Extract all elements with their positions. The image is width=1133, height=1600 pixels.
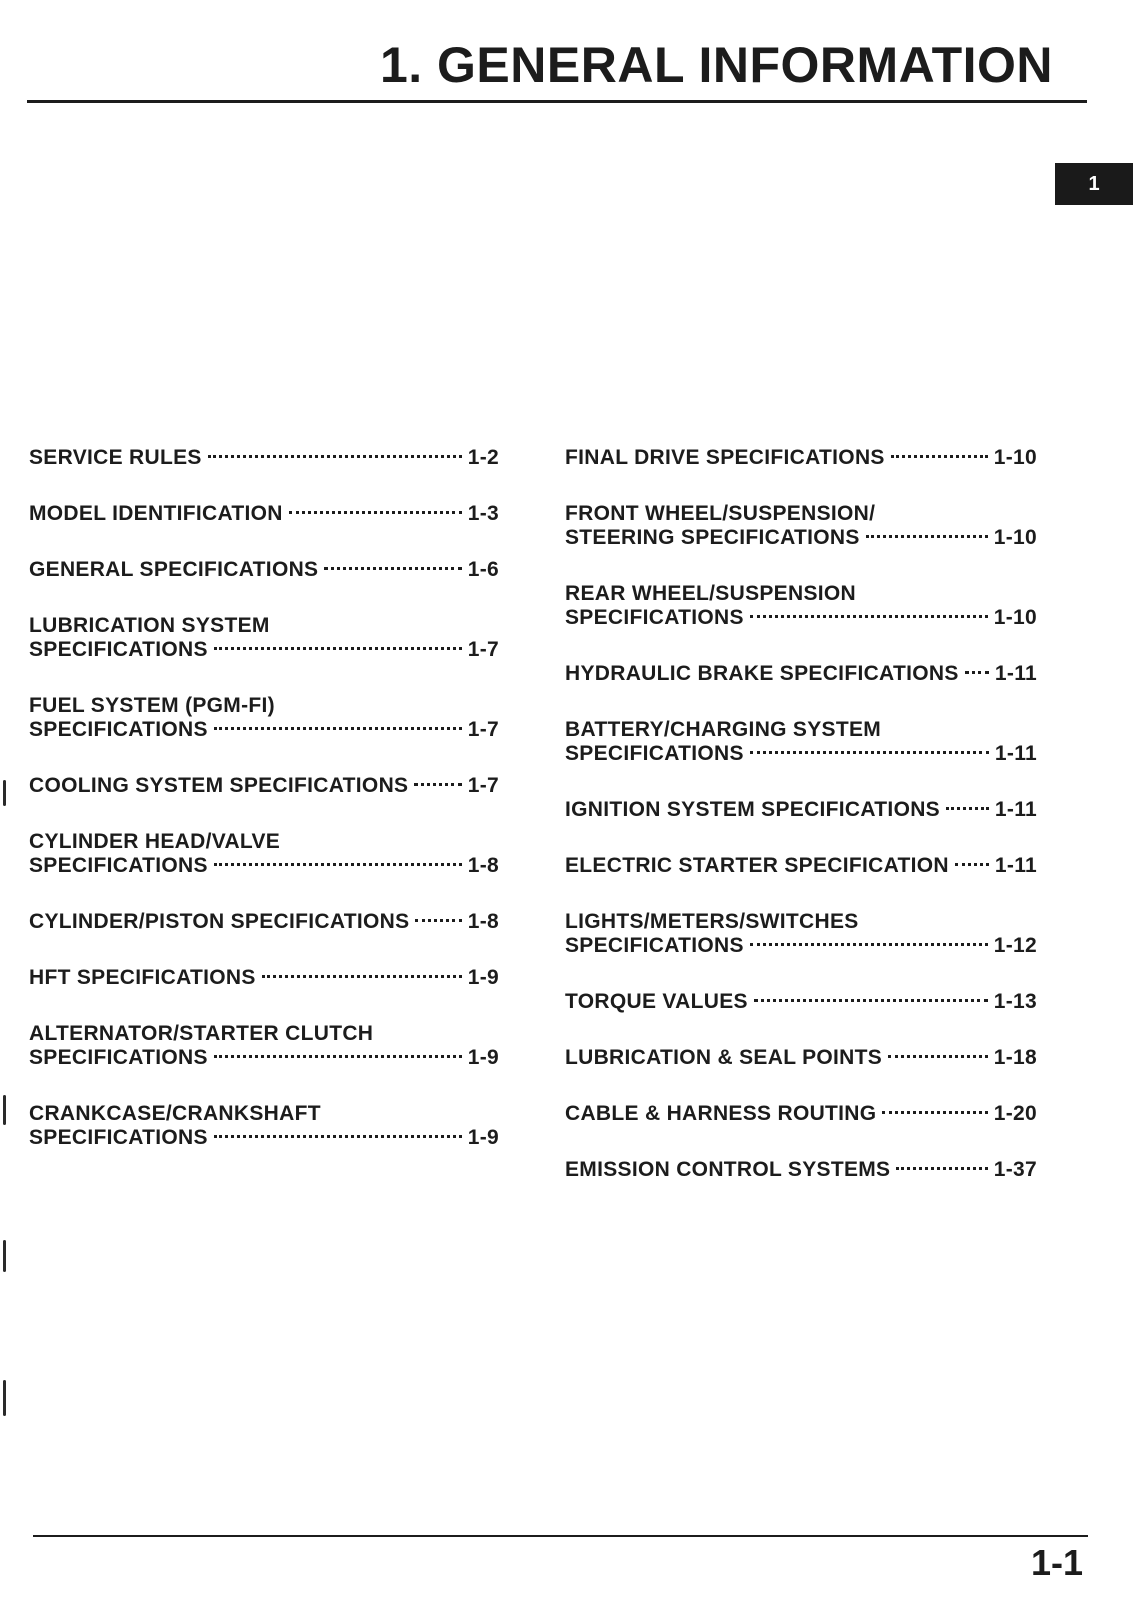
toc-entry-page: 1-37 [993, 1158, 1037, 1181]
toc-left-column [29, 446, 499, 1182]
toc-entry-title: ALTERNATOR/STARTER CLUTCH [29, 1022, 374, 1045]
toc-entry-title: FINAL DRIVE SPECIFICATIONS [565, 446, 885, 469]
toc-leader-dots [214, 727, 462, 730]
toc-entry-line [29, 502, 499, 526]
toc-entry [29, 614, 499, 662]
toc-entry-title: LIGHTS/METERS/SWITCHES [565, 910, 859, 933]
toc-entry-title: CRANKCASE/CRANKSHAFT [29, 1102, 321, 1125]
toc-entry-page: 1-11 [994, 662, 1037, 685]
toc-entry-line [29, 966, 499, 990]
toc-entry-title: CABLE & HARNESS ROUTING [565, 1102, 877, 1125]
toc-entry [565, 854, 1037, 878]
toc-leader-dots [750, 943, 988, 946]
toc-entry-line [565, 854, 1037, 878]
toc-entry-line [29, 1126, 499, 1150]
toc-entry-title: LUBRICATION SYSTEM [29, 614, 270, 637]
toc-entry-title: EMISSION CONTROL SYSTEMS [565, 1158, 891, 1181]
toc-entry-line [565, 502, 1037, 526]
toc-entry-title: TORQUE VALUES [565, 990, 748, 1013]
toc-entry-title: FRONT WHEEL/SUSPENSION/ [565, 502, 876, 525]
toc-leader-dots [262, 975, 462, 978]
toc-entry-line [29, 1046, 499, 1070]
page-title: 1. GENERAL INFORMATION [379, 37, 1053, 93]
toc-right-column [565, 446, 1037, 1214]
toc-entry-line [565, 798, 1037, 822]
toc-entry-line [565, 934, 1037, 958]
toc-entry [565, 662, 1037, 686]
toc-entry-page: 1-11 [994, 854, 1037, 877]
toc-entry-title: REAR WHEEL/SUSPENSION [565, 582, 856, 605]
toc-entry-line [565, 742, 1037, 766]
toc-entry-title: MODEL IDENTIFICATION [29, 502, 283, 525]
toc-leader-dots [214, 1135, 462, 1138]
toc-entry-line [29, 638, 499, 662]
toc-entry-title: SPECIFICATIONS [29, 638, 208, 661]
toc-entry-title: SERVICE RULES [29, 446, 202, 469]
header-rule [27, 100, 1087, 103]
toc-entry-page: 1-18 [993, 1046, 1037, 1069]
page-number: 1-1 [1030, 1542, 1083, 1583]
toc-leader-dots [754, 999, 988, 1002]
toc-leader-dots [891, 455, 988, 458]
toc-entry [29, 830, 499, 878]
toc-leader-dots [750, 615, 988, 618]
toc-entry-line [29, 854, 499, 878]
toc-entry-title: HYDRAULIC BRAKE SPECIFICATIONS [565, 662, 959, 685]
toc-entry-page: 1-7 [467, 774, 499, 797]
toc-entry-page: 1-7 [467, 638, 499, 661]
toc-entry-title: SPECIFICATIONS [29, 854, 208, 877]
toc-entry-title: GENERAL SPECIFICATIONS [29, 558, 319, 581]
toc-entry-page: 1-13 [993, 990, 1037, 1013]
toc-entry [29, 446, 499, 470]
toc-entry-title: ELECTRIC STARTER SPECIFICATION [565, 854, 949, 877]
toc-entry-line [565, 1158, 1037, 1182]
toc-leader-dots [324, 567, 461, 570]
margin-mark [3, 1380, 6, 1416]
toc-entry-line [565, 1046, 1037, 1070]
toc-entry [29, 774, 499, 798]
toc-entry-page: 1-8 [467, 854, 499, 877]
toc-entry-title: CYLINDER/PISTON SPECIFICATIONS [29, 910, 410, 933]
toc-leader-dots [882, 1111, 987, 1114]
toc-entry-title: IGNITION SYSTEM SPECIFICATIONS [565, 798, 940, 821]
toc-entry-title: SPECIFICATIONS [29, 718, 208, 741]
toc-entry-title: COOLING SYSTEM SPECIFICATIONS [29, 774, 409, 797]
toc-entry-line [29, 910, 499, 934]
toc-entry-title: LUBRICATION & SEAL POINTS [565, 1046, 883, 1069]
toc-entry-title: STEERING SPECIFICATIONS [565, 526, 860, 549]
toc-leader-dots [214, 647, 462, 650]
toc-entry [565, 910, 1037, 958]
toc-leader-dots [289, 511, 462, 514]
toc-entry-line [565, 910, 1037, 934]
toc-entry [29, 558, 499, 582]
toc-leader-dots [946, 807, 989, 810]
toc-entry-page: 1-10 [993, 446, 1037, 469]
margin-mark [3, 1095, 6, 1125]
toc-entry-line [29, 1102, 499, 1126]
toc-entry-page: 1-10 [993, 606, 1037, 629]
toc-entry [565, 582, 1037, 630]
toc-leader-dots [750, 751, 989, 754]
toc-entry-line [565, 718, 1037, 742]
toc-entry [565, 1158, 1037, 1182]
toc-entry [565, 502, 1037, 550]
toc-entry-title: BATTERY/CHARGING SYSTEM [565, 718, 882, 741]
toc-entry-line [29, 446, 499, 470]
toc-entry [29, 1102, 499, 1150]
toc-leader-dots [955, 863, 989, 866]
toc-entry [29, 910, 499, 934]
toc-leader-dots [214, 1055, 462, 1058]
toc-entry [29, 502, 499, 526]
toc-entry-page: 1-3 [467, 502, 499, 525]
toc-leader-dots [896, 1167, 987, 1170]
toc-entry-line [29, 614, 499, 638]
toc-entry-page: 1-20 [993, 1102, 1037, 1125]
toc-entry-line [565, 662, 1037, 686]
toc-leader-dots [208, 455, 462, 458]
toc-entry-line [29, 694, 499, 718]
toc-entry-page: 1-8 [467, 910, 499, 933]
toc-entry-page: 1-9 [467, 1046, 499, 1069]
footer-rule [33, 1535, 1088, 1537]
toc-entry [29, 966, 499, 990]
toc-entry-page: 1-12 [993, 934, 1037, 957]
toc-entry-title: SPECIFICATIONS [565, 742, 744, 765]
margin-mark [3, 780, 6, 806]
toc-entry-title: SPECIFICATIONS [565, 934, 744, 957]
toc-entry-line [29, 558, 499, 582]
toc-leader-dots [866, 535, 988, 538]
section-tab: 1 [1055, 163, 1133, 205]
toc-leader-dots [415, 919, 461, 922]
toc-entry [565, 990, 1037, 1014]
toc-entry-title: SPECIFICATIONS [29, 1046, 208, 1069]
toc-entry-page: 1-9 [467, 1126, 499, 1149]
toc-leader-dots [888, 1055, 988, 1058]
toc-leader-dots [414, 783, 461, 786]
toc-leader-dots [965, 671, 989, 674]
toc-entry [29, 1022, 499, 1070]
toc-entry-line [565, 990, 1037, 1014]
toc-entry-line [565, 1102, 1037, 1126]
toc-entry [565, 1102, 1037, 1126]
toc-entry-line [565, 606, 1037, 630]
toc-entry-page: 1-11 [994, 798, 1037, 821]
toc-entry-line [565, 526, 1037, 550]
toc-entry-title: SPECIFICATIONS [29, 1126, 208, 1149]
toc-entry-line [29, 718, 499, 742]
toc-entry [565, 1046, 1037, 1070]
toc-entry-line [29, 774, 499, 798]
margin-mark [3, 1240, 6, 1272]
toc-entry [565, 798, 1037, 822]
toc-entry [29, 694, 499, 742]
toc-leader-dots [214, 863, 462, 866]
toc-entry-page: 1-11 [994, 742, 1037, 765]
toc-entry-line [29, 1022, 499, 1046]
toc-entry-line [29, 830, 499, 854]
toc-entry-page: 1-6 [467, 558, 499, 581]
toc-entry [565, 718, 1037, 766]
toc-entry-line [565, 446, 1037, 470]
toc-entry-title: HFT SPECIFICATIONS [29, 966, 256, 989]
toc-entry-page: 1-7 [467, 718, 499, 741]
toc-entry-title: CYLINDER HEAD/VALVE [29, 830, 281, 853]
toc-entry-page: 1-2 [467, 446, 499, 469]
toc-entry [565, 446, 1037, 470]
toc-entry-page: 1-10 [993, 526, 1037, 549]
toc-entry-title: SPECIFICATIONS [565, 606, 744, 629]
toc-entry-line [565, 582, 1037, 606]
toc-entry-page: 1-9 [467, 966, 499, 989]
toc-entry-title: FUEL SYSTEM (PGM-FI) [29, 694, 275, 717]
